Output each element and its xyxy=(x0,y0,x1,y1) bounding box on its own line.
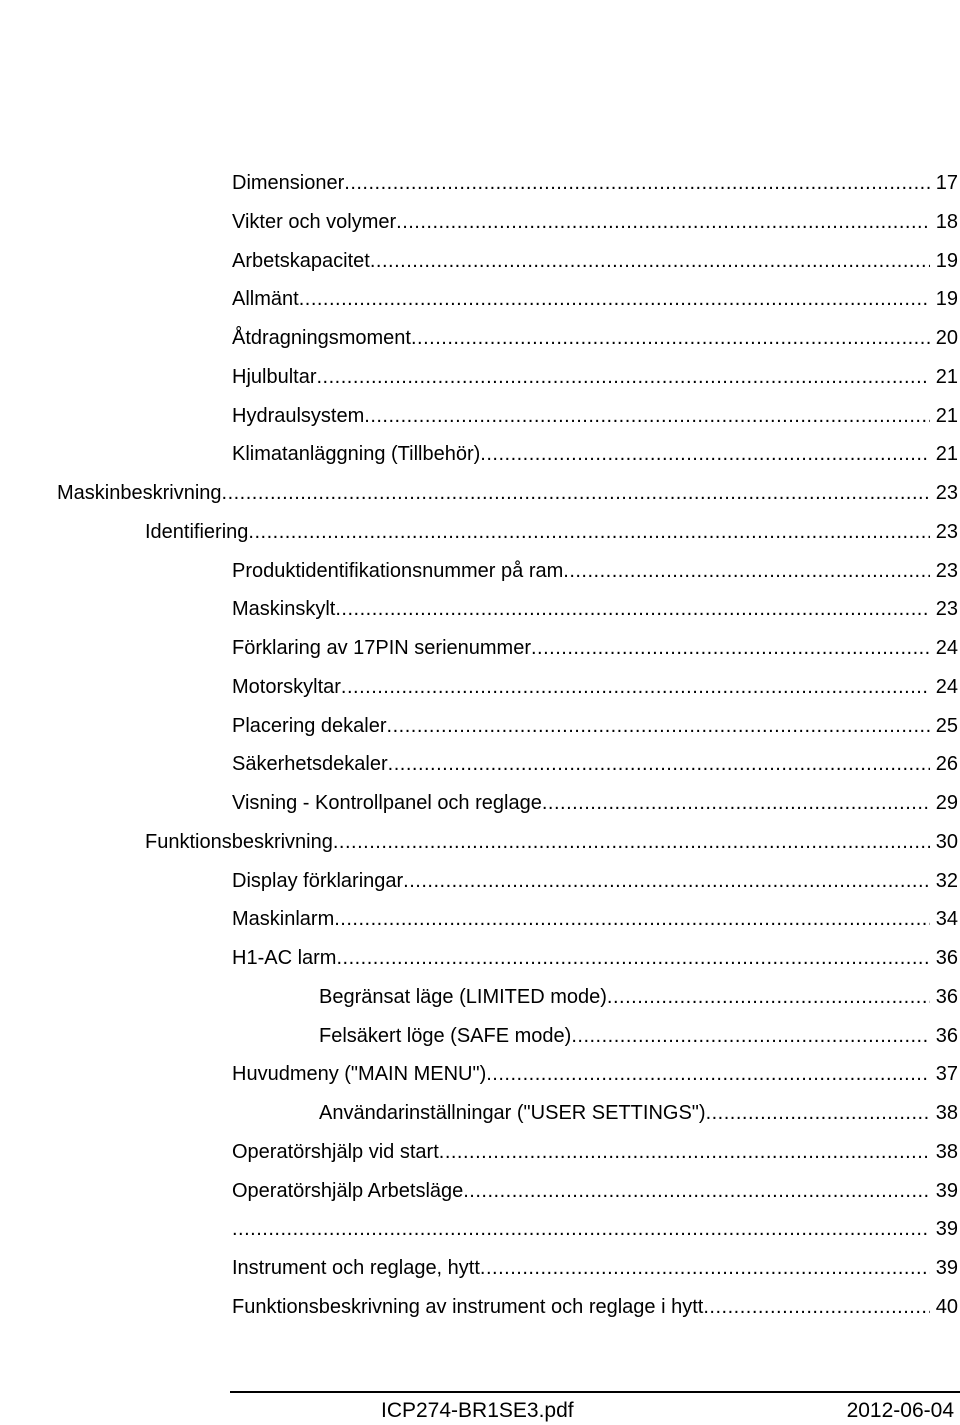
toc-entry-title: Display förklaringar xyxy=(232,869,404,892)
toc-entry-title: Funktionsbeskrivning xyxy=(145,830,333,853)
toc-entry-page: 39 xyxy=(935,1179,958,1202)
toc-entry-title: Maskinlarm xyxy=(232,908,335,931)
toc-entry[interactable] xyxy=(319,1098,958,1128)
toc-entry-page: 25 xyxy=(935,714,958,737)
toc-entry-title: Funktionsbeskrivning av instrument och reglage i hytt xyxy=(232,1295,704,1318)
toc-entry-title: Felsäkert löge (SAFE mode) xyxy=(319,1024,572,1047)
toc-dot-leader xyxy=(463,1176,930,1206)
toc-entry-title: Operatörshjälp vid start xyxy=(232,1140,439,1163)
toc-entry[interactable] xyxy=(232,594,958,624)
toc-dot-leader xyxy=(222,478,930,508)
toc-entry-title: Klimatanläggning (Tillbehör) xyxy=(232,443,481,466)
toc-dot-leader xyxy=(248,517,929,547)
toc-entry[interactable] xyxy=(232,401,958,431)
toc-dot-leader xyxy=(403,866,930,896)
toc-dot-leader xyxy=(299,284,930,314)
toc-entry-title: Användarinställningar ("USER SETTINGS") xyxy=(319,1102,706,1124)
toc-entry-title: Säkerhetsdekaler xyxy=(232,753,388,776)
toc-entry[interactable] xyxy=(145,827,958,857)
toc-entry-page: 20 xyxy=(935,327,958,349)
toc-entry-page: 19 xyxy=(935,249,958,272)
toc-dot-leader xyxy=(706,1098,930,1128)
toc-entry-page: 38 xyxy=(935,1102,958,1124)
toc-dot-leader xyxy=(480,1253,930,1283)
toc-entry[interactable] xyxy=(232,556,958,586)
toc-dot-leader xyxy=(336,943,929,973)
toc-entry[interactable] xyxy=(232,207,958,237)
toc-entry-page: 36 xyxy=(935,1024,958,1047)
toc-dot-leader xyxy=(335,594,929,624)
toc-dot-leader xyxy=(364,401,929,431)
toc-entry[interactable] xyxy=(232,168,958,198)
toc-entry-title: Hydraulsystem xyxy=(232,404,365,427)
toc-dot-leader xyxy=(542,788,930,818)
toc-dot-leader xyxy=(388,749,930,779)
toc-entry-page: 23 xyxy=(935,520,958,543)
toc-dot-leader xyxy=(344,168,929,198)
toc-entry-title: Motorskyltar xyxy=(232,675,341,698)
toc-dot-leader xyxy=(563,556,929,586)
toc-entry-page: 24 xyxy=(935,637,958,659)
toc-entry-title: Vikter och volymer xyxy=(232,210,397,233)
toc-entry[interactable] xyxy=(232,1292,958,1322)
toc-dot-leader xyxy=(396,207,930,237)
toc-entry-title: Huvudmeny ("MAIN MENU") xyxy=(232,1063,487,1086)
toc-entry[interactable] xyxy=(232,362,958,392)
toc-dot-leader xyxy=(334,904,930,934)
toc-entry-page: 21 xyxy=(935,443,958,466)
toc-entry-page: 32 xyxy=(935,869,958,892)
toc-entry-title: Allmänt xyxy=(232,288,299,311)
toc-entry-title: Dimensioner xyxy=(232,172,345,194)
toc-entry[interactable] xyxy=(232,1176,958,1206)
toc-entry[interactable] xyxy=(319,1021,958,1051)
toc-entry-page: 36 xyxy=(935,985,958,1008)
toc-entry[interactable] xyxy=(232,788,958,818)
toc-entry-page: 39 xyxy=(935,1257,958,1279)
toc-dot-leader xyxy=(439,1137,930,1167)
toc-entry-page: 24 xyxy=(935,675,958,698)
toc-entry[interactable] xyxy=(232,1253,958,1283)
toc-entry[interactable] xyxy=(232,323,958,353)
toc-entry-title: Åtdragningsmoment xyxy=(232,327,411,349)
toc-dot-leader xyxy=(316,362,929,392)
toc-entry-title: Maskinskylt xyxy=(232,598,336,621)
toc-entry-page: 23 xyxy=(935,598,958,621)
toc-entry-title: Arbetskapacitet xyxy=(232,249,370,272)
toc-entry[interactable] xyxy=(232,943,958,973)
toc-dot-leader xyxy=(411,323,930,353)
toc-entry-page: 19 xyxy=(935,288,958,311)
toc-entry-page: 23 xyxy=(935,559,958,582)
toc-entry-page: 26 xyxy=(935,753,958,776)
toc-entry-page: 18 xyxy=(935,210,958,233)
toc-entry[interactable] xyxy=(232,1214,958,1244)
toc-entry-page: 36 xyxy=(935,947,958,969)
toc-entry-title: Maskinbeskrivning xyxy=(57,482,222,504)
toc-entry-page: 17 xyxy=(935,172,958,194)
toc-entry[interactable] xyxy=(57,478,958,508)
toc-dot-leader xyxy=(607,982,930,1012)
toc-dot-leader xyxy=(486,1059,930,1089)
toc-dot-leader xyxy=(387,711,930,741)
toc-entry-page: 30 xyxy=(935,830,958,853)
footer-divider xyxy=(230,1391,960,1393)
toc-entry-title: Placering dekaler xyxy=(232,714,387,737)
toc-entry-title: Operatörshjälp Arbetsläge xyxy=(232,1179,464,1202)
toc-entry-title: Instrument och reglage, hytt xyxy=(232,1257,480,1279)
footer-date: 2012-06-04 xyxy=(846,1399,954,1422)
toc-entry-title: Hjulbultar xyxy=(232,365,317,388)
toc-dot-leader xyxy=(571,1021,929,1051)
toc-entry[interactable] xyxy=(232,1137,958,1167)
toc-entry[interactable] xyxy=(232,284,958,314)
toc-entry[interactable] xyxy=(232,633,958,663)
toc-entry-title: Förklaring av 17PIN serienummer xyxy=(232,637,531,659)
toc-entry-page: 39 xyxy=(935,1218,958,1241)
toc-entry-title: Visning - Kontrollpanel och reglage xyxy=(232,792,542,814)
toc-entry-page: 23 xyxy=(935,482,958,504)
toc-entry[interactable] xyxy=(145,517,958,547)
toc-dot-leader xyxy=(370,246,930,276)
toc-entry-title: H1-AC larm xyxy=(232,947,337,969)
toc-entry-title: Begränsat läge (LIMITED mode) xyxy=(319,985,607,1008)
toc-entry-page: 40 xyxy=(935,1295,958,1318)
toc-entry-page: 21 xyxy=(935,365,958,388)
toc-entry-page: 38 xyxy=(935,1140,958,1163)
toc-dot-leader xyxy=(333,827,930,857)
toc-dot-leader xyxy=(480,439,929,469)
toc-entry[interactable] xyxy=(232,749,958,779)
toc-entry-page: 21 xyxy=(935,404,958,427)
toc-entry[interactable] xyxy=(232,711,958,741)
toc-dot-leader xyxy=(232,1214,930,1244)
toc-entry-page: 34 xyxy=(935,908,958,931)
footer-filename: ICP274-BR1SE3.pdf xyxy=(381,1399,574,1422)
toc-entry[interactable] xyxy=(319,982,958,1012)
toc-entry[interactable] xyxy=(232,904,958,934)
toc-entry[interactable] xyxy=(232,1059,958,1089)
toc-entry[interactable] xyxy=(232,672,958,702)
toc-entry-title: Produktidentifikationsnummer på ram xyxy=(232,559,564,582)
toc-entry-page: 29 xyxy=(935,792,958,814)
toc-entry-page: 37 xyxy=(935,1063,958,1086)
toc-dot-leader xyxy=(703,1292,929,1322)
toc-entry[interactable] xyxy=(232,439,958,469)
toc-entry[interactable] xyxy=(232,866,958,896)
toc-entry[interactable] xyxy=(232,246,958,276)
toc-entry-title: Identifiering xyxy=(145,520,249,543)
toc-dot-leader xyxy=(341,672,930,702)
toc-dot-leader xyxy=(531,633,930,663)
